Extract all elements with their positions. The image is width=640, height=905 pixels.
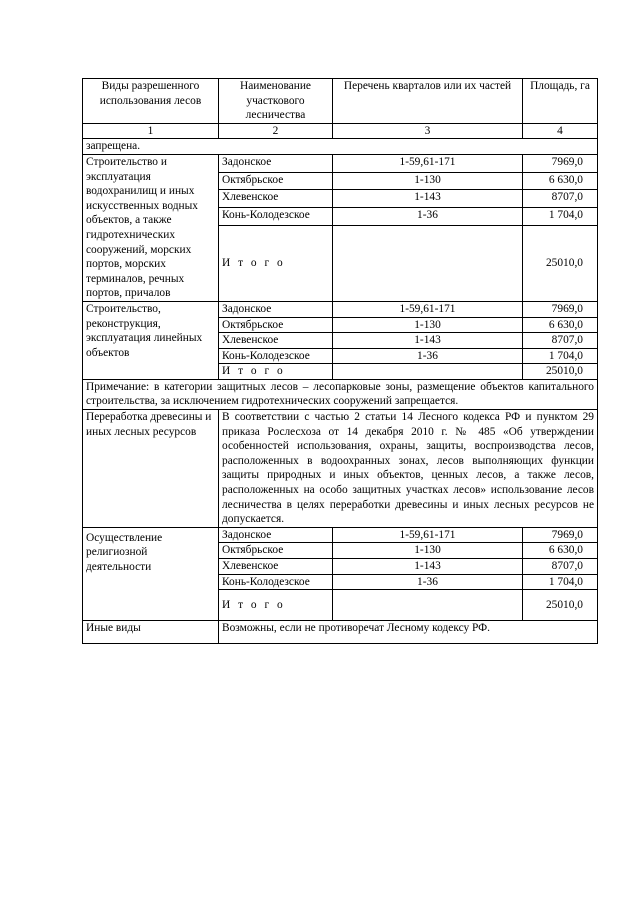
column-number-row (83, 123, 598, 139)
quarters-cell: 1-59,61-171 (333, 154, 523, 172)
quarters-cell: 1-36 (333, 208, 523, 226)
header-cell: Площадь, га (523, 79, 598, 124)
header-cell: Виды разрешенного использования лесов (83, 79, 219, 124)
area-cell: 6 630,0 (523, 543, 598, 559)
column-number: 3 (333, 123, 523, 139)
total-label: И т о г о (219, 364, 333, 380)
regulation-text: Возможны, если не противоречат Лесному кодексу РФ. (219, 621, 598, 644)
forestry-name: Хлевенское (219, 190, 333, 208)
quarters-cell: 1-130 (333, 317, 523, 333)
area-cell: 7969,0 (523, 301, 598, 317)
column-number: 4 (523, 123, 598, 139)
table-row (83, 154, 598, 172)
use-type-cell: Строительство и эксплуатация водохранилищ и иных искусственных водных объектов, а также гидротехнических сооружений, морских портов, морских терминалов, речных портов, причалов (83, 154, 219, 301)
forestry-name: Конь-Колодезское (219, 574, 333, 590)
area-cell: 1 704,0 (523, 208, 598, 226)
continuation-row (83, 139, 598, 155)
area-cell: 8707,0 (523, 333, 598, 349)
use-type-cell: Осуществление религиозной деятельности (83, 527, 219, 620)
total-area: 25010,0 (523, 225, 598, 301)
table-row (83, 527, 598, 543)
quarters-cell: 1-130 (333, 543, 523, 559)
area-cell: 1 704,0 (523, 574, 598, 590)
use-type-cell: Строительство, реконструкция, эксплуатация линейных объектов (83, 301, 219, 379)
total-label: И т о г о (219, 590, 333, 621)
table-row (83, 621, 598, 644)
table-row (83, 301, 598, 317)
forestry-name: Конь-Колодезское (219, 208, 333, 226)
header-cell: Перечень кварталов или их частей (333, 79, 523, 124)
area-cell: 7969,0 (523, 154, 598, 172)
area-cell: 8707,0 (523, 190, 598, 208)
quarters-cell: 1-36 (333, 348, 523, 364)
area-cell: 1 704,0 (523, 348, 598, 364)
forestry-name: Задонское (219, 301, 333, 317)
total-label: И т о г о (219, 225, 333, 301)
land-use-table (82, 78, 598, 644)
forestry-name: Октябрьское (219, 172, 333, 190)
quarters-cell: 1-36 (333, 574, 523, 590)
forestry-name: Октябрьское (219, 543, 333, 559)
total-area: 25010,0 (523, 364, 598, 380)
quarters-cell: 1-143 (333, 190, 523, 208)
area-cell: 6 630,0 (523, 317, 598, 333)
table-row (83, 410, 598, 528)
continuation-text: запрещена. (83, 139, 598, 155)
empty-cell (333, 225, 523, 301)
column-number: 2 (219, 123, 333, 139)
column-number: 1 (83, 123, 219, 139)
regulation-text: В соответствии с частью 2 статьи 14 Лесного кодекса РФ и пунктом 29 приказа Рослесхоза от 14 декабря 2010 г. № 485 «Об утверждении особенностей использования, охраны, защиты, воспроизводства лесов, расположенных в водоохранных зонах, лесов выполняющих функции защиты природных и иных объектов, ценных лесов, а также лесов, расположенных на особо защитных участках лесов» использование лесов лесничества в целях переработки древесины и иных лесных ресурсов не допускается. (219, 410, 598, 528)
area-cell: 8707,0 (523, 559, 598, 575)
forestry-name: Задонское (219, 527, 333, 543)
empty-cell (333, 590, 523, 621)
quarters-cell: 1-143 (333, 333, 523, 349)
note-row (83, 379, 598, 409)
total-area: 25010,0 (523, 590, 598, 621)
forestry-name: Конь-Колодезское (219, 348, 333, 364)
area-cell: 7969,0 (523, 527, 598, 543)
use-type-cell: Иные виды (83, 621, 219, 644)
forestry-name: Октябрьское (219, 317, 333, 333)
forestry-name: Хлевенское (219, 559, 333, 575)
area-cell: 6 630,0 (523, 172, 598, 190)
header-cell: Наименование участкового лесничества (219, 79, 333, 124)
quarters-cell: 1-59,61-171 (333, 527, 523, 543)
empty-cell (333, 364, 523, 380)
table-header-row (83, 79, 598, 124)
quarters-cell: 1-59,61-171 (333, 301, 523, 317)
use-type-cell: Переработка древесины и иных лесных ресурсов (83, 410, 219, 528)
quarters-cell: 1-130 (333, 172, 523, 190)
forestry-name: Задонское (219, 154, 333, 172)
forestry-name: Хлевенское (219, 333, 333, 349)
note-text: Примечание: в категории защитных лесов – лесопарковые зоны, размещение объектов капитального строительства, за исключением гидротехнических сооружений запрещается. (83, 379, 598, 409)
quarters-cell: 1-143 (333, 559, 523, 575)
